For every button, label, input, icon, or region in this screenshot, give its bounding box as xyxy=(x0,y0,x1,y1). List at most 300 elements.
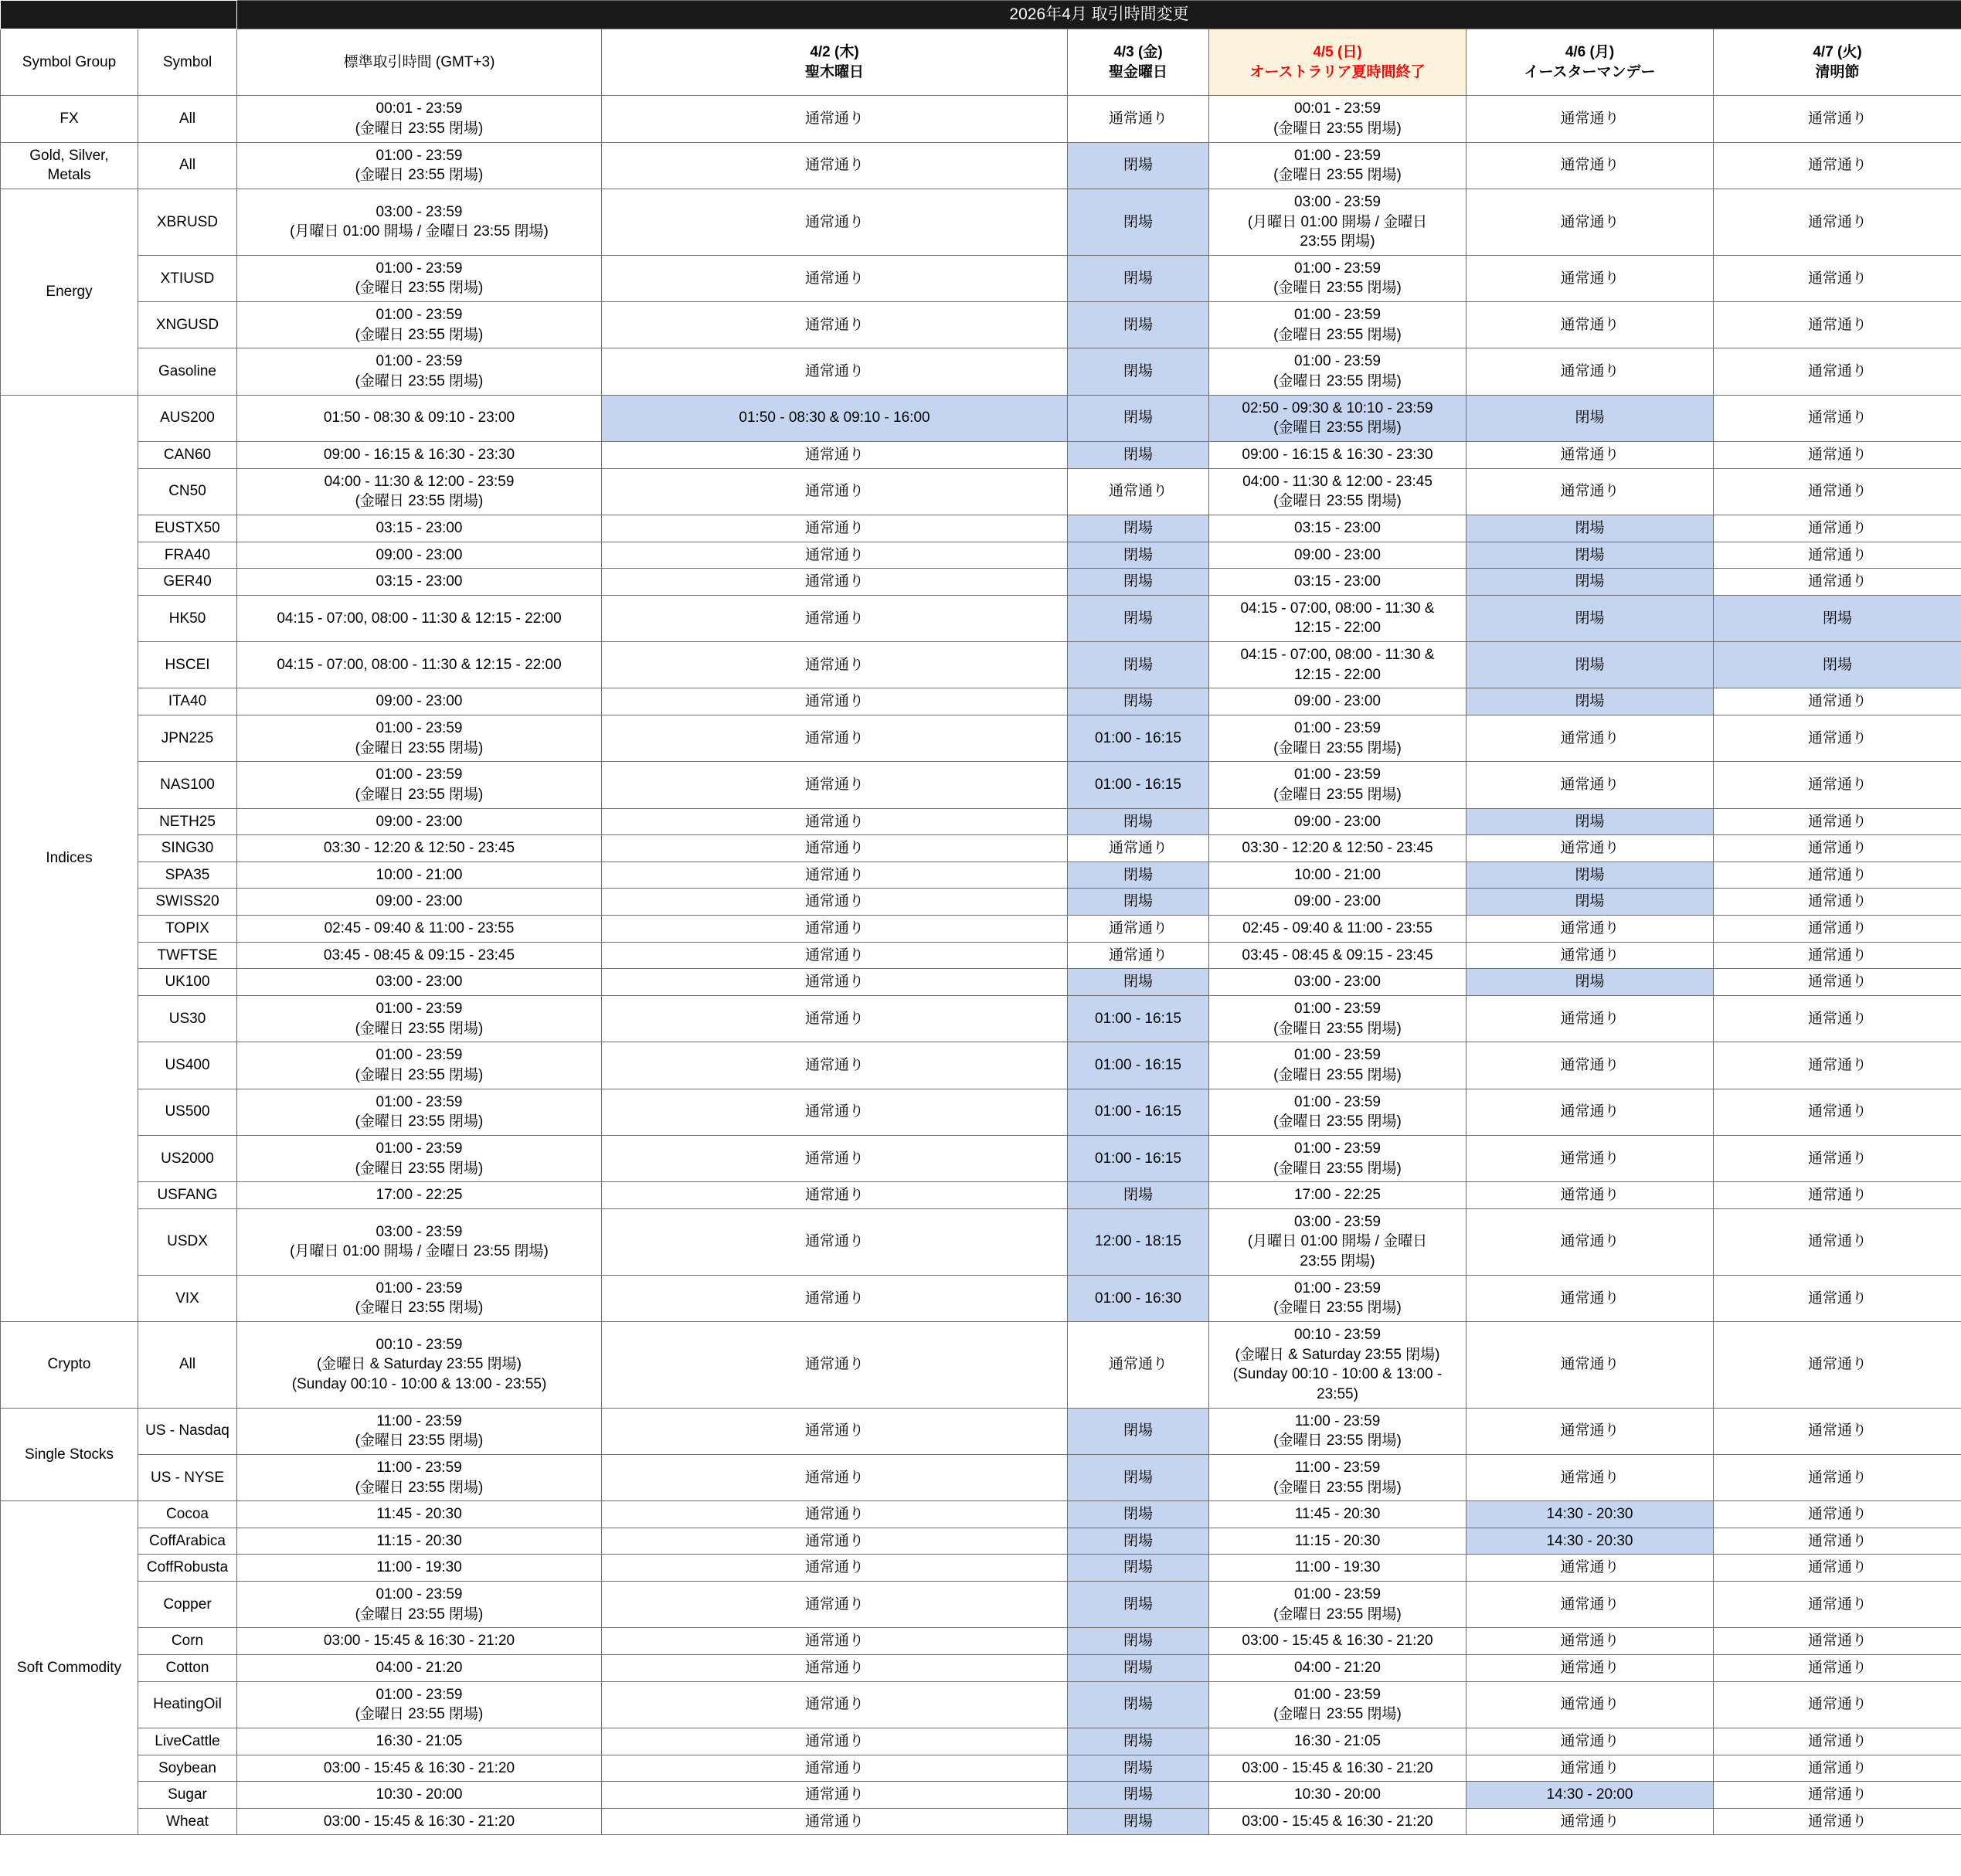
day-3-cell: 00:10 - 23:59 (金曜日 & Saturday 23:55 閉場) (Sunday 00:10 - 10:00 & 13:00 - 23:55) xyxy=(1209,1322,1467,1409)
table-row xyxy=(1,1628,1961,1655)
standard-hours-cell: 09:00 - 23:00 xyxy=(237,889,602,916)
day-2-cell: 閉場 xyxy=(1068,142,1209,189)
standard-hours-cell: 03:30 - 12:20 & 12:50 - 23:45 xyxy=(237,835,602,862)
day-1-cell: 通常通り xyxy=(602,1582,1068,1628)
day-5-cell: 通常通り xyxy=(1714,1208,1961,1275)
day-name: 聖木曜日 xyxy=(804,63,864,80)
column-header-symbol-group: Symbol Group xyxy=(1,29,138,96)
column-header-day-4 xyxy=(1467,29,1714,96)
day-1-cell: 通常通り xyxy=(602,862,1068,889)
day-1-cell: 通常通り xyxy=(602,916,1068,943)
symbol-group-cell: Single Stocks xyxy=(1,1408,138,1501)
day-5-cell: 通常通り xyxy=(1714,1528,1961,1555)
standard-hours-cell: 01:50 - 08:30 & 09:10 - 23:00 xyxy=(237,395,602,441)
day-5-cell: 通常通り xyxy=(1714,1275,1961,1321)
day-4-cell: 通常通り xyxy=(1467,1681,1714,1728)
day-1-cell: 通常通り xyxy=(602,1681,1068,1728)
symbol-cell: FRA40 xyxy=(138,542,237,569)
symbol-cell: US2000 xyxy=(138,1135,237,1181)
day-date: 4/3 (金) xyxy=(1113,44,1163,61)
symbol-cell: CN50 xyxy=(138,468,237,515)
day-4-cell: 通常通り xyxy=(1467,916,1714,943)
day-5-cell: 通常通り xyxy=(1714,996,1961,1042)
day-1-cell: 通常通り xyxy=(602,468,1068,515)
day-2-cell: 閉場 xyxy=(1068,1654,1209,1681)
day-3-cell: 01:00 - 23:59 (金曜日 23:55 閉場) xyxy=(1209,715,1467,762)
day-2-cell: 通常通り xyxy=(1068,916,1209,943)
day-5-cell: 通常通り xyxy=(1714,1582,1961,1628)
day-name: イースターマンデー xyxy=(1524,63,1656,80)
standard-hours-cell: 11:00 - 23:59 (金曜日 23:55 閉場) xyxy=(237,1408,602,1454)
day-4-cell: 通常通り xyxy=(1467,189,1714,255)
symbol-cell: JPN225 xyxy=(138,715,237,762)
day-4-cell: 通常通り xyxy=(1467,96,1714,142)
day-1-cell: 通常通り xyxy=(602,996,1068,1042)
day-4-cell: 通常通り xyxy=(1467,1654,1714,1681)
day-2-cell: 通常通り xyxy=(1068,942,1209,969)
day-5-cell: 通常通り xyxy=(1714,348,1961,395)
symbol-cell: Soybean xyxy=(138,1755,237,1782)
symbol-cell: UK100 xyxy=(138,969,237,996)
table-row xyxy=(1,715,1961,762)
day-5-cell: 通常通り xyxy=(1714,395,1961,441)
day-1-cell: 通常通り xyxy=(602,835,1068,862)
day-4-cell: 通常通り xyxy=(1467,302,1714,348)
day-1-cell: 通常通り xyxy=(602,1808,1068,1835)
standard-hours-cell: 03:45 - 08:45 & 09:15 - 23:45 xyxy=(237,942,602,969)
symbol-cell: All xyxy=(138,1322,237,1409)
table-row xyxy=(1,302,1961,348)
standard-hours-cell: 03:00 - 15:45 & 16:30 - 21:20 xyxy=(237,1628,602,1655)
day-4-cell: 通常通り xyxy=(1467,468,1714,515)
day-2-cell: 01:00 - 16:15 xyxy=(1068,1135,1209,1181)
day-1-cell: 通常通り xyxy=(602,569,1068,596)
day-2-cell: 閉場 xyxy=(1068,1528,1209,1555)
day-4-cell: 通常通り xyxy=(1467,1322,1714,1409)
day-5-cell: 通常通り xyxy=(1714,808,1961,835)
day-4-cell: 閉場 xyxy=(1467,862,1714,889)
symbol-cell: Corn xyxy=(138,1628,237,1655)
symbol-cell: US500 xyxy=(138,1089,237,1135)
day-3-cell: 02:45 - 09:40 & 11:00 - 23:55 xyxy=(1209,916,1467,943)
day-2-cell: 閉場 xyxy=(1068,1408,1209,1454)
table-header xyxy=(1,1,1961,96)
day-2-cell: 01:00 - 16:15 xyxy=(1068,762,1209,808)
day-2-cell: 閉場 xyxy=(1068,642,1209,688)
day-5-cell: 通常通り xyxy=(1714,468,1961,515)
day-5-cell: 通常通り xyxy=(1714,1555,1961,1582)
symbol-cell: All xyxy=(138,142,237,189)
standard-hours-cell: 01:00 - 23:59 (金曜日 23:55 閉場) xyxy=(237,1275,602,1321)
day-2-cell: 閉場 xyxy=(1068,889,1209,916)
standard-hours-cell: 16:30 - 21:05 xyxy=(237,1728,602,1755)
day-date: 4/2 (木) xyxy=(810,44,859,61)
day-4-cell: 通常通り xyxy=(1467,835,1714,862)
day-2-cell: 閉場 xyxy=(1068,255,1209,301)
day-5-cell: 通常通り xyxy=(1714,1628,1961,1655)
day-1-cell: 通常通り xyxy=(602,255,1068,301)
table-row xyxy=(1,1755,1961,1782)
standard-hours-cell: 01:00 - 23:59 (金曜日 23:55 閉場) xyxy=(237,302,602,348)
day-3-cell: 03:00 - 23:59 (月曜日 01:00 開場 / 金曜日 23:55 閉場) xyxy=(1209,189,1467,255)
day-2-cell: 閉場 xyxy=(1068,1555,1209,1582)
day-5-cell: 通常通り xyxy=(1714,255,1961,301)
table-row xyxy=(1,1582,1961,1628)
day-4-cell: 通常通り xyxy=(1467,1628,1714,1655)
day-3-cell: 11:00 - 19:30 xyxy=(1209,1555,1467,1582)
day-2-cell: 01:00 - 16:15 xyxy=(1068,1089,1209,1135)
standard-hours-cell: 01:00 - 23:59 (金曜日 23:55 閉場) xyxy=(237,715,602,762)
symbol-group-cell: Crypto xyxy=(1,1322,138,1409)
day-name: オーストラリア夏時間終了 xyxy=(1249,63,1426,80)
standard-hours-cell: 04:00 - 21:20 xyxy=(237,1654,602,1681)
day-1-cell: 通常通り xyxy=(602,542,1068,569)
day-5-cell: 通常通り xyxy=(1714,1501,1961,1528)
day-3-cell: 09:00 - 23:00 xyxy=(1209,808,1467,835)
day-2-cell: 閉場 xyxy=(1068,1681,1209,1728)
symbol-group-cell: Soft Commodity xyxy=(1,1501,138,1835)
day-3-cell: 01:00 - 23:59 (金曜日 23:55 閉場) xyxy=(1209,996,1467,1042)
day-4-cell: 通常通り xyxy=(1467,348,1714,395)
table-row xyxy=(1,1728,1961,1755)
day-4-cell: 通常通り xyxy=(1467,715,1714,762)
day-3-cell: 03:15 - 23:00 xyxy=(1209,569,1467,596)
day-2-cell: 通常通り xyxy=(1068,468,1209,515)
day-3-cell: 09:00 - 23:00 xyxy=(1209,542,1467,569)
table-row xyxy=(1,1654,1961,1681)
day-3-cell: 03:15 - 23:00 xyxy=(1209,515,1467,542)
standard-hours-cell: 03:15 - 23:00 xyxy=(237,515,602,542)
day-3-cell: 01:00 - 23:59 (金曜日 23:55 閉場) xyxy=(1209,142,1467,189)
day-3-cell: 03:00 - 23:00 xyxy=(1209,969,1467,996)
day-3-cell: 02:50 - 09:30 & 10:10 - 23:59 (金曜日 23:55 閉場) xyxy=(1209,395,1467,441)
standard-hours-cell: 01:00 - 23:59 (金曜日 23:55 閉場) xyxy=(237,762,602,808)
day-1-cell: 通常通り xyxy=(602,688,1068,715)
day-3-cell: 03:00 - 23:59 (月曜日 01:00 開場 / 金曜日 23:55 閉場) xyxy=(1209,1208,1467,1275)
day-3-cell: 01:00 - 23:59 (金曜日 23:55 閉場) xyxy=(1209,348,1467,395)
day-5-cell: 通常通り xyxy=(1714,189,1961,255)
day-4-cell: 通常通り xyxy=(1467,1135,1714,1181)
table-row xyxy=(1,996,1961,1042)
day-3-cell: 09:00 - 23:00 xyxy=(1209,688,1467,715)
day-3-cell: 03:30 - 12:20 & 12:50 - 23:45 xyxy=(1209,835,1467,862)
symbol-cell: EUSTX50 xyxy=(138,515,237,542)
day-4-cell: 通常通り xyxy=(1467,1042,1714,1089)
table-row xyxy=(1,688,1961,715)
day-3-cell: 11:00 - 23:59 (金曜日 23:55 閉場) xyxy=(1209,1454,1467,1500)
day-2-cell: 01:00 - 16:15 xyxy=(1068,1042,1209,1089)
day-4-cell: 通常通り xyxy=(1467,255,1714,301)
symbol-cell: GER40 xyxy=(138,569,237,596)
standard-hours-cell: 03:00 - 23:00 xyxy=(237,969,602,996)
standard-hours-cell: 01:00 - 23:59 (金曜日 23:55 閉場) xyxy=(237,255,602,301)
table-row xyxy=(1,889,1961,916)
day-4-cell: 通常通り xyxy=(1467,996,1714,1042)
symbol-cell: XBRUSD xyxy=(138,189,237,255)
day-2-cell: 閉場 xyxy=(1068,1628,1209,1655)
day-1-cell: 通常通り xyxy=(602,1042,1068,1089)
day-1-cell: 通常通り xyxy=(602,1454,1068,1500)
symbol-cell: HK50 xyxy=(138,595,237,641)
standard-hours-cell: 11:00 - 23:59 (金曜日 23:55 閉場) xyxy=(237,1454,602,1500)
day-5-cell: 通常通り xyxy=(1714,1135,1961,1181)
symbol-cell: XNGUSD xyxy=(138,302,237,348)
standard-hours-cell: 01:00 - 23:59 (金曜日 23:55 閉場) xyxy=(237,1042,602,1089)
day-5-cell: 通常通り xyxy=(1714,515,1961,542)
day-5-cell: 通常通り xyxy=(1714,942,1961,969)
symbol-cell: USDX xyxy=(138,1208,237,1275)
day-5-cell: 閉場 xyxy=(1714,595,1961,641)
day-3-cell: 01:00 - 23:59 (金曜日 23:55 閉場) xyxy=(1209,762,1467,808)
symbol-cell: US - Nasdaq xyxy=(138,1408,237,1454)
day-5-cell: 通常通り xyxy=(1714,1089,1961,1135)
day-2-cell: 閉場 xyxy=(1068,1728,1209,1755)
day-2-cell: 閉場 xyxy=(1068,542,1209,569)
symbol-cell: NAS100 xyxy=(138,762,237,808)
day-4-cell: 閉場 xyxy=(1467,542,1714,569)
day-1-cell: 通常通り xyxy=(602,441,1068,468)
day-4-cell: 通常通り xyxy=(1467,762,1714,808)
standard-hours-cell: 01:00 - 23:59 (金曜日 23:55 閉場) xyxy=(237,142,602,189)
table-row xyxy=(1,468,1961,515)
day-name: 清明節 xyxy=(1815,63,1860,80)
table-row xyxy=(1,395,1961,441)
day-2-cell: 01:00 - 16:15 xyxy=(1068,996,1209,1042)
day-3-cell: 01:00 - 23:59 (金曜日 23:55 閉場) xyxy=(1209,255,1467,301)
day-4-cell: 閉場 xyxy=(1467,808,1714,835)
standard-hours-cell: 00:01 - 23:59 (金曜日 23:55 閉場) xyxy=(237,96,602,142)
standard-hours-cell: 04:15 - 07:00, 08:00 - 11:30 & 12:15 - 22:00 xyxy=(237,642,602,688)
standard-hours-cell: 04:00 - 11:30 & 12:00 - 23:59 (金曜日 23:55 閉場) xyxy=(237,468,602,515)
day-3-cell: 03:00 - 15:45 & 16:30 - 21:20 xyxy=(1209,1755,1467,1782)
day-1-cell: 通常通り xyxy=(602,348,1068,395)
day-3-cell: 04:00 - 21:20 xyxy=(1209,1654,1467,1681)
day-1-cell: 通常通り xyxy=(602,808,1068,835)
day-3-cell: 00:01 - 23:59 (金曜日 23:55 閉場) xyxy=(1209,96,1467,142)
day-2-cell: 閉場 xyxy=(1068,569,1209,596)
table-row xyxy=(1,1782,1961,1809)
day-4-cell: 閉場 xyxy=(1467,515,1714,542)
day-5-cell: 通常通り xyxy=(1714,835,1961,862)
day-2-cell: 閉場 xyxy=(1068,1782,1209,1809)
day-4-cell: 通常通り xyxy=(1467,1555,1714,1582)
table-row xyxy=(1,142,1961,189)
table-body xyxy=(1,96,1961,1835)
day-5-cell: 通常通り xyxy=(1714,1322,1961,1409)
table-row xyxy=(1,1454,1961,1500)
day-1-cell: 通常通り xyxy=(602,1528,1068,1555)
day-2-cell: 閉場 xyxy=(1068,1755,1209,1782)
day-5-cell: 通常通り xyxy=(1714,1182,1961,1209)
day-4-cell: 閉場 xyxy=(1467,889,1714,916)
standard-hours-cell: 09:00 - 23:00 xyxy=(237,808,602,835)
column-header-standard-hours: 標準取引時間 (GMT+3) xyxy=(237,29,602,96)
day-1-cell: 通常通り xyxy=(602,1408,1068,1454)
day-5-cell: 通常通り xyxy=(1714,569,1961,596)
day-3-cell: 01:00 - 23:59 (金曜日 23:55 閉場) xyxy=(1209,1275,1467,1321)
day-3-cell: 03:45 - 08:45 & 09:15 - 23:45 xyxy=(1209,942,1467,969)
title-row xyxy=(1,1,1961,29)
day-2-cell: 閉場 xyxy=(1068,1182,1209,1209)
day-5-cell: 通常通り xyxy=(1714,889,1961,916)
day-1-cell: 通常通り xyxy=(602,942,1068,969)
symbol-cell: CoffArabica xyxy=(138,1528,237,1555)
symbol-cell: CAN60 xyxy=(138,441,237,468)
table-row xyxy=(1,969,1961,996)
day-1-cell: 通常通り xyxy=(602,1654,1068,1681)
standard-hours-cell: 00:10 - 23:59 (金曜日 & Saturday 23:55 閉場) (Sunday 00:10 - 10:00 & 13:00 - 23:55) xyxy=(237,1322,602,1409)
standard-hours-cell: 02:45 - 09:40 & 11:00 - 23:55 xyxy=(237,916,602,943)
day-date: 4/7 (火) xyxy=(1813,44,1862,61)
day-4-cell: 閉場 xyxy=(1467,642,1714,688)
table-row xyxy=(1,1208,1961,1275)
standard-hours-cell: 11:00 - 19:30 xyxy=(237,1555,602,1582)
day-4-cell: 通常通り xyxy=(1467,1408,1714,1454)
table-row xyxy=(1,862,1961,889)
symbol-cell: US30 xyxy=(138,996,237,1042)
column-header-day-3 xyxy=(1209,29,1467,96)
day-5-cell: 通常通り xyxy=(1714,1782,1961,1809)
day-1-cell: 通常通り xyxy=(602,1628,1068,1655)
day-5-cell: 通常通り xyxy=(1714,1728,1961,1755)
day-4-cell: 14:30 - 20:30 xyxy=(1467,1528,1714,1555)
day-2-cell: 閉場 xyxy=(1068,808,1209,835)
symbol-cell: VIX xyxy=(138,1275,237,1321)
day-4-cell: 通常通り xyxy=(1467,1454,1714,1500)
day-1-cell: 通常通り xyxy=(602,889,1068,916)
table-row xyxy=(1,255,1961,301)
table-row xyxy=(1,762,1961,808)
day-3-cell: 11:00 - 23:59 (金曜日 23:55 閉場) xyxy=(1209,1408,1467,1454)
standard-hours-cell: 04:15 - 07:00, 08:00 - 11:30 & 12:15 - 22:00 xyxy=(237,595,602,641)
day-3-cell: 11:45 - 20:30 xyxy=(1209,1501,1467,1528)
day-3-cell: 10:00 - 21:00 xyxy=(1209,862,1467,889)
day-4-cell: 14:30 - 20:30 xyxy=(1467,1501,1714,1528)
day-3-cell: 01:00 - 23:59 (金曜日 23:55 閉場) xyxy=(1209,1582,1467,1628)
table-row xyxy=(1,642,1961,688)
table-row xyxy=(1,1135,1961,1181)
day-2-cell: 閉場 xyxy=(1068,515,1209,542)
day-1-cell: 通常通り xyxy=(602,302,1068,348)
symbol-cell: Cotton xyxy=(138,1654,237,1681)
day-4-cell: 通常通り xyxy=(1467,1755,1714,1782)
day-1-cell: 通常通り xyxy=(602,1135,1068,1181)
day-2-cell: 01:00 - 16:15 xyxy=(1068,715,1209,762)
day-4-cell: 通常通り xyxy=(1467,1208,1714,1275)
column-header-day-2 xyxy=(1068,29,1209,96)
day-1-cell: 通常通り xyxy=(602,1501,1068,1528)
symbol-group-cell: FX xyxy=(1,96,138,142)
table-row xyxy=(1,1042,1961,1089)
symbol-cell: XTIUSD xyxy=(138,255,237,301)
day-3-cell: 01:00 - 23:59 (金曜日 23:55 閉場) xyxy=(1209,1135,1467,1181)
day-3-cell: 16:30 - 21:05 xyxy=(1209,1728,1467,1755)
day-5-cell: 通常通り xyxy=(1714,862,1961,889)
day-1-cell: 通常通り xyxy=(602,1555,1068,1582)
day-5-cell: 通常通り xyxy=(1714,1755,1961,1782)
table-row xyxy=(1,348,1961,395)
day-1-cell: 通常通り xyxy=(602,96,1068,142)
symbol-cell: All xyxy=(138,96,237,142)
day-4-cell: 閉場 xyxy=(1467,395,1714,441)
symbol-cell: TWFTSE xyxy=(138,942,237,969)
day-3-cell: 04:00 - 11:30 & 12:00 - 23:45 (金曜日 23:55 閉場) xyxy=(1209,468,1467,515)
day-3-cell: 03:00 - 15:45 & 16:30 - 21:20 xyxy=(1209,1808,1467,1835)
symbol-cell: SPA35 xyxy=(138,862,237,889)
standard-hours-cell: 03:00 - 23:59 (月曜日 01:00 開場 / 金曜日 23:55 閉場) xyxy=(237,1208,602,1275)
standard-hours-cell: 03:15 - 23:00 xyxy=(237,569,602,596)
symbol-cell: US400 xyxy=(138,1042,237,1089)
standard-hours-cell: 01:00 - 23:59 (金曜日 23:55 閉場) xyxy=(237,1089,602,1135)
table-row xyxy=(1,595,1961,641)
day-5-cell: 通常通り xyxy=(1714,1042,1961,1089)
table-row xyxy=(1,1275,1961,1321)
day-5-cell: 通常通り xyxy=(1714,142,1961,189)
day-1-cell: 通常通り xyxy=(602,1275,1068,1321)
symbol-cell: USFANG xyxy=(138,1182,237,1209)
table-row xyxy=(1,441,1961,468)
day-5-cell: 閉場 xyxy=(1714,642,1961,688)
day-1-cell: 通常通り xyxy=(602,1208,1068,1275)
day-2-cell: 閉場 xyxy=(1068,1454,1209,1500)
day-1-cell: 通常通り xyxy=(602,1728,1068,1755)
symbol-cell: Wheat xyxy=(138,1808,237,1835)
symbol-cell: Copper xyxy=(138,1582,237,1628)
day-2-cell: 通常通り xyxy=(1068,835,1209,862)
symbol-cell: AUS200 xyxy=(138,395,237,441)
standard-hours-cell: 01:00 - 23:59 (金曜日 23:55 閉場) xyxy=(237,1135,602,1181)
table-row xyxy=(1,1089,1961,1135)
table-row xyxy=(1,1808,1961,1835)
day-5-cell: 通常通り xyxy=(1714,1454,1961,1500)
symbol-cell: ITA40 xyxy=(138,688,237,715)
standard-hours-cell: 09:00 - 23:00 xyxy=(237,542,602,569)
symbol-cell: Sugar xyxy=(138,1782,237,1809)
standard-hours-cell: 01:00 - 23:59 (金曜日 23:55 閉場) xyxy=(237,996,602,1042)
day-5-cell: 通常通り xyxy=(1714,542,1961,569)
standard-hours-cell: 10:30 - 20:00 xyxy=(237,1782,602,1809)
day-5-cell: 通常通り xyxy=(1714,688,1961,715)
day-1-cell: 通常通り xyxy=(602,1782,1068,1809)
table-row xyxy=(1,942,1961,969)
day-4-cell: 通常通り xyxy=(1467,142,1714,189)
day-4-cell: 閉場 xyxy=(1467,969,1714,996)
table-row xyxy=(1,1501,1961,1528)
day-3-cell: 10:30 - 20:00 xyxy=(1209,1782,1467,1809)
day-1-cell: 通常通り xyxy=(602,762,1068,808)
symbol-cell: HeatingOil xyxy=(138,1681,237,1728)
standard-hours-cell: 09:00 - 16:15 & 16:30 - 23:30 xyxy=(237,441,602,468)
table-row xyxy=(1,916,1961,943)
day-5-cell: 通常通り xyxy=(1714,1654,1961,1681)
standard-hours-cell: 03:00 - 15:45 & 16:30 - 21:20 xyxy=(237,1808,602,1835)
column-header-day-1 xyxy=(602,29,1068,96)
day-1-cell: 通常通り xyxy=(602,595,1068,641)
day-2-cell: 閉場 xyxy=(1068,1808,1209,1835)
day-4-cell: 閉場 xyxy=(1467,595,1714,641)
day-1-cell: 通常通り xyxy=(602,715,1068,762)
day-3-cell: 11:15 - 20:30 xyxy=(1209,1528,1467,1555)
day-date: 4/5 (日) xyxy=(1313,44,1362,61)
symbol-cell: TOPIX xyxy=(138,916,237,943)
day-4-cell: 通常通り xyxy=(1467,441,1714,468)
day-4-cell: 通常通り xyxy=(1467,1808,1714,1835)
day-2-cell: 閉場 xyxy=(1068,862,1209,889)
day-2-cell: 閉場 xyxy=(1068,595,1209,641)
day-3-cell: 09:00 - 23:00 xyxy=(1209,889,1467,916)
table-row xyxy=(1,1408,1961,1454)
day-1-cell: 通常通り xyxy=(602,515,1068,542)
